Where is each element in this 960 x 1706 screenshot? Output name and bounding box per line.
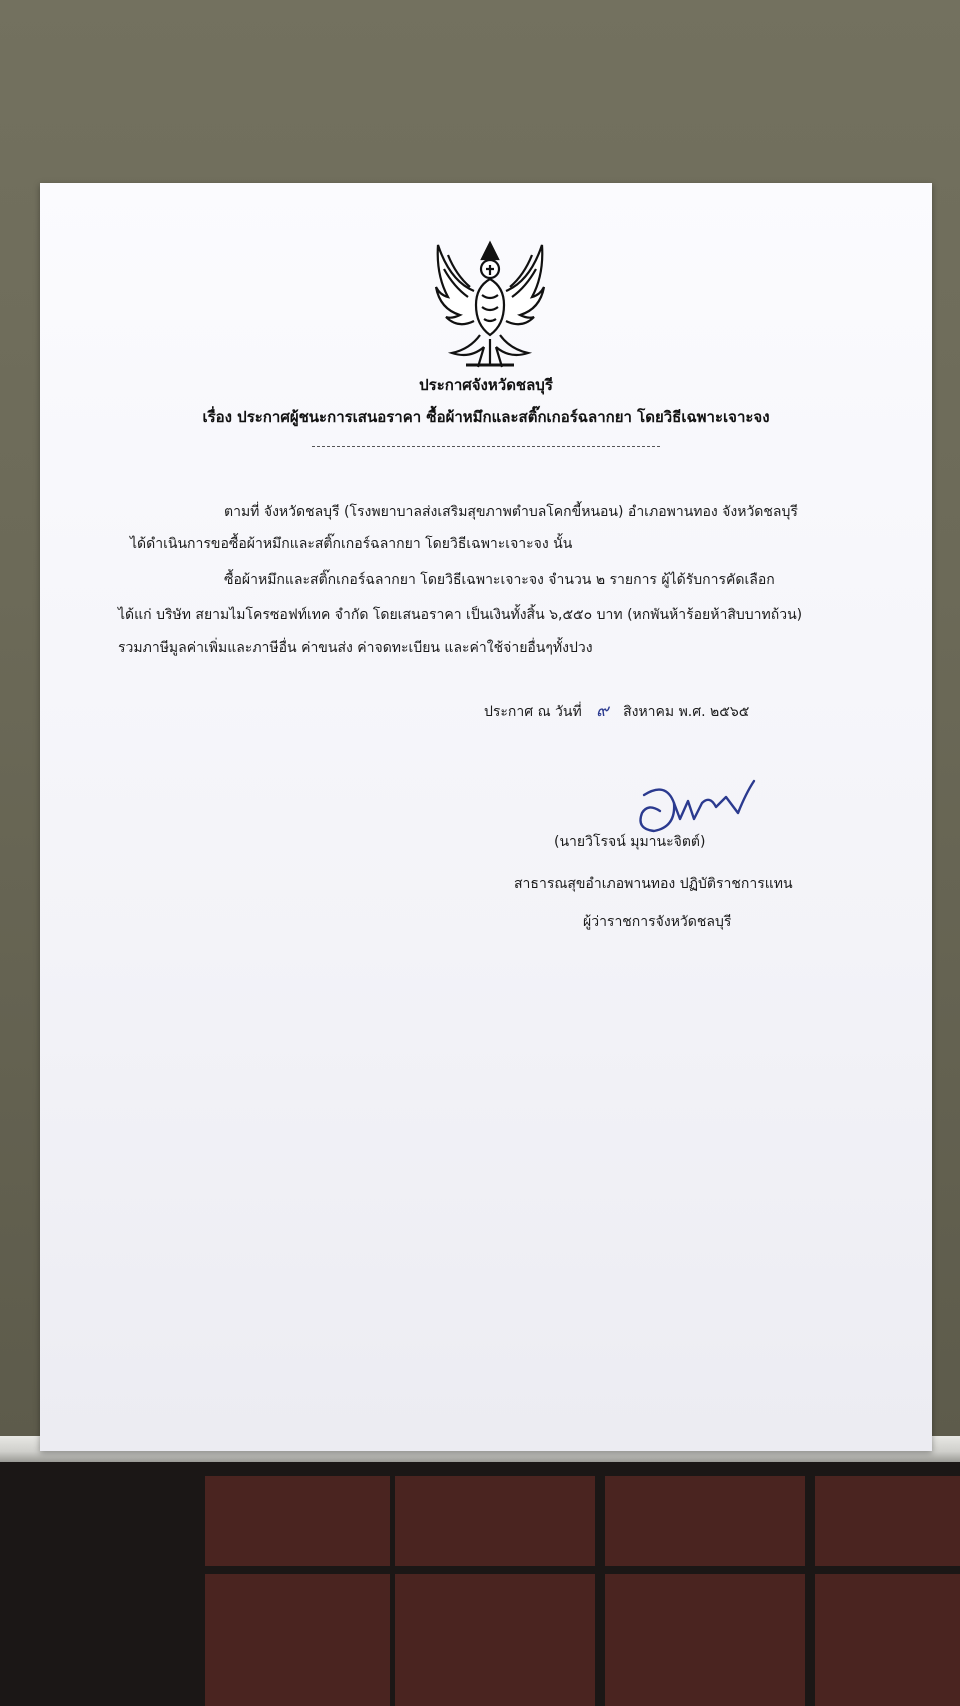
signatory-governor: ผู้ว่าราชการจังหวัดชลบุรี — [583, 914, 732, 930]
date-prefix: ประกาศ ณ วันที่ — [484, 704, 582, 720]
date-day-handwritten: ๙ — [596, 701, 609, 721]
date-rest: สิงหาคม พ.ศ. ๒๕๖๕ — [623, 704, 750, 720]
garuda-emblem-icon — [430, 235, 550, 371]
paragraph2-line2: ได้แก่ บริษัท สยามไมโครซอฟท์เทค จำกัด โดยเสนอราคา เป็นเงินทั้งสิ้น ๖,๕๕๐ บาท (หกพันห้าร้อยห้าสิบบาทถ้วน) — [118, 607, 803, 623]
divider-line — [312, 446, 660, 447]
announcement-heading: ประกาศจังหวัดชลบุรี — [419, 376, 553, 394]
paragraph1-line2: ได้ดำเนินการขอซื้อผ้าหมึกและสติ๊กเกอร์ฉลากยา โดยวิธีเฉพาะเจาะจง นั้น — [130, 536, 573, 552]
announcement-sheet — [40, 183, 932, 1451]
announcement-subject: เรื่อง ประกาศผู้ชนะการเสนอราคา ซื้อผ้าหมึกและสติ๊กเกอร์ฉลากยา โดยวิธีเฉพาะเจาะจง — [202, 408, 770, 426]
signatory-name: (นายวิโรจน์ มุมานะจิตต์) — [554, 834, 706, 850]
paragraph2-line1: ซื้อผ้าหมึกและสติ๊กเกอร์ฉลากยา โดยวิธีเฉพาะเจาะจง จำนวน ๒ รายการ ผู้ได้รับการคัดเลือก — [224, 572, 775, 588]
paragraph1-line1: ตามที่ จังหวัดชลบุรี (โรงพยาบาลส่งเสริมสุขภาพตำบลโคกขี้หนอน) อำเภอพานทอง จังหวัดชลบุรี — [224, 504, 798, 520]
background-floor — [0, 1440, 960, 1706]
announcement-date — [484, 697, 749, 724]
signatory-position: สาธารณสุขอำเภอพานทอง ปฏิบัติราชการแทน — [514, 876, 793, 892]
paragraph2-line3: รวมภาษีมูลค่าเพิ่มและภาษีอื่น ค่าขนส่ง ค่าจดทะเบียน และค่าใช้จ่ายอื่นๆทั้งปวง — [118, 640, 593, 656]
